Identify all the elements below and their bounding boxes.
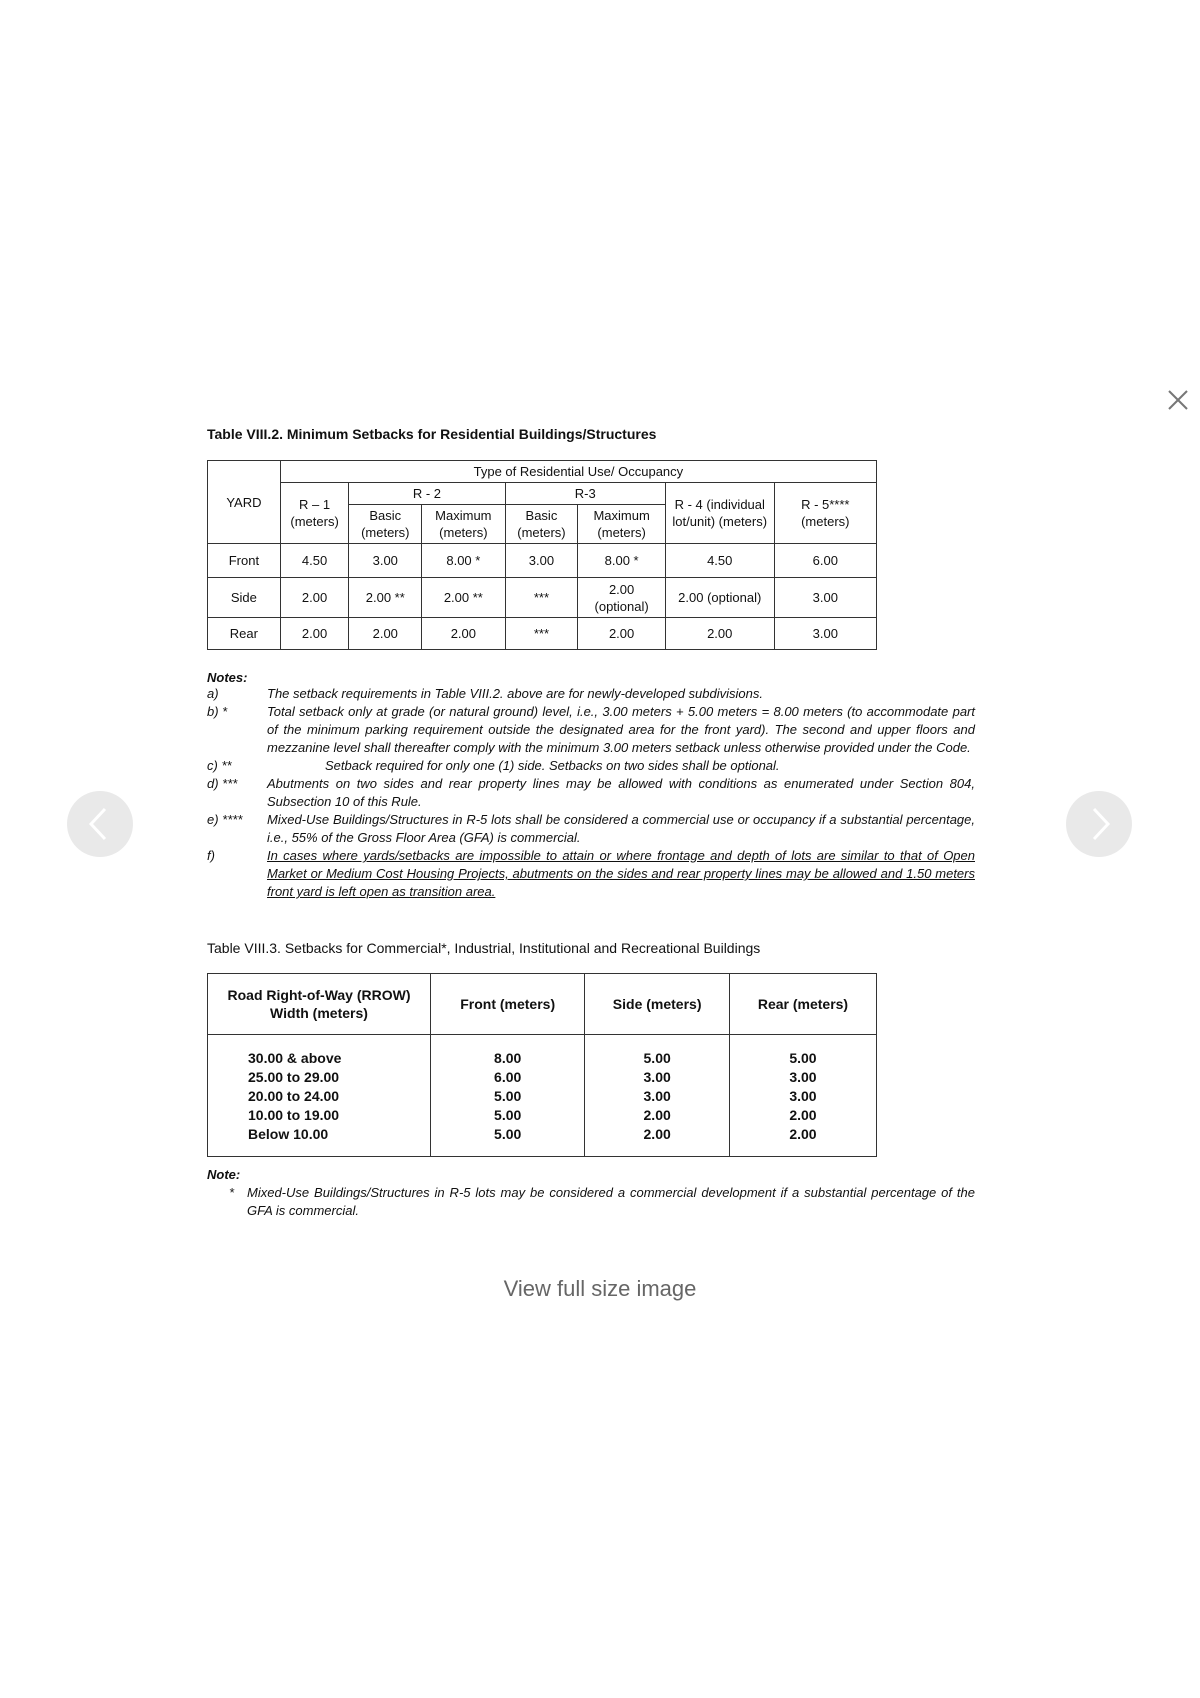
- list-item: 3.00: [789, 1088, 817, 1104]
- note-text: In cases where yards/setbacks are impossible to attain or where frontage and depth of lots are similar to that of Open Market or Medium Cost Housing Projects, abutments on the sides and rear property lines may be allowed and 1.50 meters front yard is left open as transition area.: [267, 848, 975, 899]
- note-text: Abutments on two sides and rear property lines may be allowed with conditions as enumerated under Section 804, Subsection 10 of this Rule.: [267, 776, 975, 809]
- r1-header: R – 1 (meters): [280, 483, 349, 544]
- list-item: 6.00: [494, 1069, 522, 1085]
- list-item: 30.00 & above: [248, 1050, 342, 1066]
- value-cell: 2.00 **: [349, 578, 422, 618]
- table1-title: Table VIII.2. Minimum Setbacks for Residential Buildings/Structures: [207, 426, 657, 442]
- table2-title: Table VIII.3. Setbacks for Commercial*, Industrial, Institutional and Recreational Buildings: [207, 940, 761, 956]
- value-cell: 2.00: [422, 618, 505, 650]
- r3-basic-header: Basic (meters): [505, 505, 578, 544]
- list-item: 2.00: [643, 1107, 671, 1123]
- r4-header: R - 4 (individual lot/unit) (meters): [665, 483, 774, 544]
- yard-cell: Side: [208, 578, 281, 618]
- previous-image-button[interactable]: [67, 791, 133, 857]
- list-item: 5.00: [643, 1050, 671, 1066]
- note2-text: Mixed-Use Buildings/Structures in R-5 lots may be considered a commercial development if a substantial percentage of the GFA is commercial.: [247, 1185, 975, 1218]
- value-cell: 8.00 *: [578, 544, 666, 578]
- side-header: Side (meters): [585, 974, 730, 1035]
- note2-label: Note:: [207, 1167, 241, 1182]
- value-cell: 2.00 (optional): [665, 578, 774, 618]
- r2-basic-header: Basic (meters): [349, 505, 422, 544]
- note-item: [207, 811, 975, 847]
- list-item: 10.00 to 19.00: [248, 1107, 340, 1123]
- value-cell: 8.00 *: [422, 544, 505, 578]
- table-row: [208, 578, 877, 618]
- list-item: 2.00: [789, 1107, 817, 1123]
- side-column: [585, 1035, 730, 1157]
- chevron-left-icon: [67, 791, 133, 857]
- front-column: [431, 1035, 585, 1157]
- value-cell: 3.00: [774, 578, 876, 618]
- list-item: 8.00: [494, 1050, 522, 1066]
- note-key: c) **: [207, 758, 232, 773]
- note-item: [207, 703, 975, 757]
- value-cell: 3.00: [774, 618, 876, 650]
- close-icon: [1164, 386, 1192, 414]
- value-cell: 2.00 (optional): [578, 578, 666, 618]
- value-cell: 2.00 **: [422, 578, 505, 618]
- note-text: The setback requirements in Table VIII.2. above are for newly-developed subdivisions.: [267, 686, 763, 701]
- notes-label: Notes:: [207, 670, 248, 685]
- list-item: Below 10.00: [248, 1126, 329, 1142]
- r3-max-header: Maximum (meters): [578, 505, 666, 544]
- yard-cell: Front: [208, 544, 281, 578]
- note-item: [207, 685, 975, 703]
- note-key: d) ***: [207, 776, 238, 791]
- rrow-header: Road Right-of-Way (RROW) Width (meters): [208, 974, 431, 1035]
- close-button[interactable]: [1164, 386, 1192, 414]
- value-cell: 2.00: [280, 618, 349, 650]
- note-key: b) *: [207, 704, 228, 719]
- note-key: e) ****: [207, 812, 243, 827]
- list-item: 3.00: [789, 1069, 817, 1085]
- note-text: Setback required for only one (1) side. Setbacks on two sides shall be optional.: [325, 758, 780, 773]
- list-item: 2.00: [789, 1126, 817, 1142]
- note-text: Mixed-Use Buildings/Structures in R-5 lots shall be considered a commercial use or occupancy if a substantial percentage, i.e., 55% of the Gross Floor Area (GFA) is commercial.: [267, 812, 975, 845]
- next-image-button[interactable]: [1066, 791, 1132, 857]
- list-item: 5.00: [789, 1050, 817, 1066]
- note-key: a): [207, 686, 219, 701]
- r3-group-header: R-3: [505, 483, 665, 505]
- value-cell: 4.50: [280, 544, 349, 578]
- rear-header: Rear (meters): [729, 974, 876, 1035]
- list-item: 20.00 to 24.00: [248, 1088, 340, 1104]
- value-cell: 2.00: [665, 618, 774, 650]
- note-key: f): [207, 848, 215, 863]
- list-item: 5.00: [494, 1088, 522, 1104]
- list-item: 5.00: [494, 1126, 522, 1142]
- table-row: [208, 544, 877, 578]
- list-item: 5.00: [494, 1107, 522, 1123]
- note-item: [207, 775, 975, 811]
- yard-cell: Rear: [208, 618, 281, 650]
- value-cell: ***: [505, 578, 578, 618]
- note-text: Total setback only at grade (or natural ground) level, i.e., 3.00 meters + 5.00 meters = 8.00 meters (to accommodate part of the minimum parking requirement outside the designated area for the front yard). The second and upper floors and mezzanine level shall thereafter comply with the minimum 3.00 meters setback unless otherwise provided under the Code.: [267, 704, 975, 755]
- residential-setbacks-table: [207, 460, 877, 650]
- value-cell: 2.00: [349, 618, 422, 650]
- note-item: [207, 847, 975, 901]
- chevron-right-icon: [1066, 791, 1132, 857]
- table-row: [208, 618, 877, 650]
- list-item: 25.00 to 29.00: [248, 1069, 340, 1085]
- front-header: Front (meters): [431, 974, 585, 1035]
- value-cell: 3.00: [505, 544, 578, 578]
- value-cell: ***: [505, 618, 578, 650]
- note-item: [207, 757, 975, 775]
- r2-max-header: Maximum (meters): [422, 505, 505, 544]
- list-item: 3.00: [643, 1069, 671, 1085]
- view-full-size-link[interactable]: View full size image: [503, 1276, 697, 1301]
- note2-section: [207, 1166, 975, 1220]
- commercial-setbacks-table: [207, 973, 877, 1157]
- r5-header: R - 5**** (meters): [774, 483, 876, 544]
- rrow-column: [208, 1035, 431, 1157]
- rear-column: [729, 1035, 876, 1157]
- value-cell: 2.00: [280, 578, 349, 618]
- value-cell: 2.00: [578, 618, 666, 650]
- list-item: 2.00: [643, 1126, 671, 1142]
- yard-header: YARD: [208, 461, 281, 544]
- type-header: Type of Residential Use/ Occupancy: [280, 461, 876, 483]
- r2-group-header: R - 2: [349, 483, 505, 505]
- notes-section: [207, 670, 975, 901]
- value-cell: 6.00: [774, 544, 876, 578]
- value-cell: 4.50: [665, 544, 774, 578]
- document-image: [200, 420, 980, 1240]
- list-item: 3.00: [643, 1088, 671, 1104]
- value-cell: 3.00: [349, 544, 422, 578]
- note2-star: *: [229, 1185, 235, 1200]
